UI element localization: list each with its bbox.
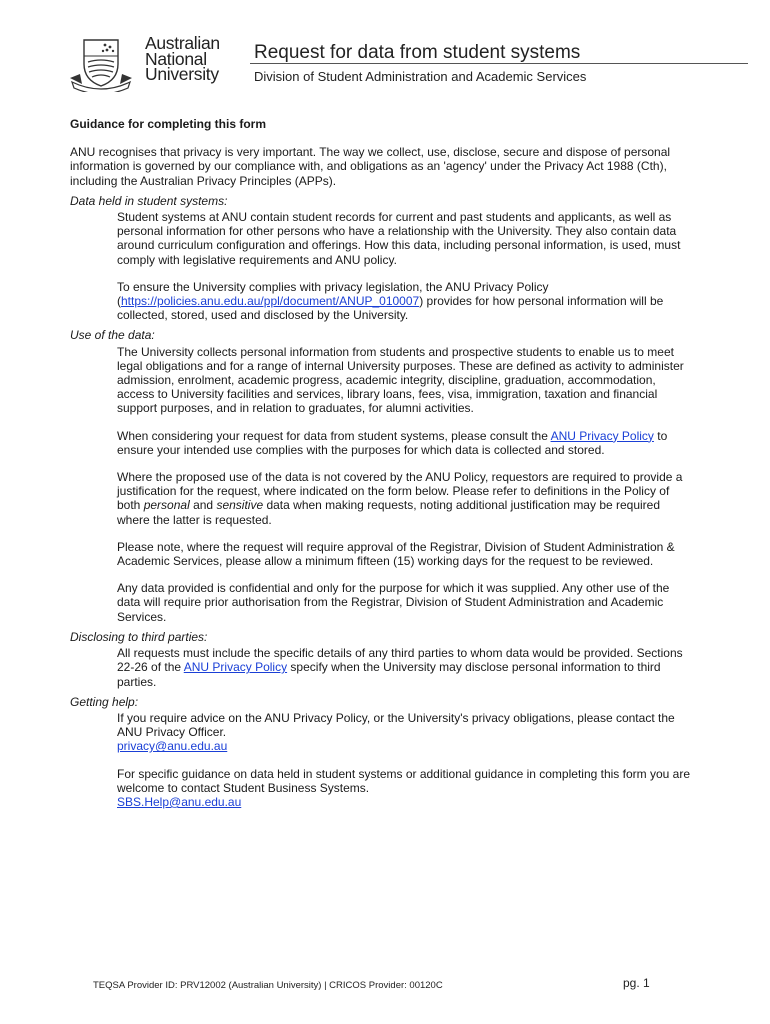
intro-paragraph: ANU recognises that privacy is very important. The way we collect, use, disclose, secure and dispose of personal information is governed by our compliance with, and obligations as an 'agency' under the Privacy Act 1988 (Cth), including the Australian Privacy Principles (APPs). bbox=[70, 145, 671, 188]
text-fragment: When considering your request for data from student systems, please consult the bbox=[117, 428, 551, 443]
text-fragment: specify when the University may disclose personal information to third parties. bbox=[117, 660, 661, 689]
text-fragment: For specific guidance on data held in student systems or additional guidance in completing this form you are welcome to contact Student Business Systems. bbox=[117, 766, 690, 795]
document-subtitle: Division of Student Administration and Academic Services bbox=[254, 69, 587, 84]
text-fragment: ) provides for how personal information will be collected, stored, used and disclosed by the University. bbox=[117, 294, 664, 323]
anu-privacy-policy-link[interactable]: ANU Privacy Policy bbox=[183, 660, 288, 675]
section-heading-data-held: Data held in student systems: bbox=[70, 193, 228, 208]
use-paragraph-5: Any data provided is confidential and only for the purpose for which it was supplied. Any other use of the data will require prior authorisation from the Registrar, Division of Student Administration and Academic Services. bbox=[117, 581, 670, 624]
sbs-help-email-link[interactable]: SBS.Help@anu.edu.au bbox=[117, 794, 242, 809]
use-paragraph-3 bbox=[117, 470, 690, 527]
section-heading-help: Getting help: bbox=[70, 694, 139, 709]
text-fragment: To ensure the University complies with privacy legislation, the ANU Privacy Policy ( bbox=[117, 279, 549, 309]
text-fragment: All requests must include the specific details of any third parties to whom data would be provided. Sections 22-26 of the bbox=[117, 646, 683, 675]
anu-logo bbox=[68, 33, 228, 92]
page-number: pg. 1 bbox=[623, 976, 650, 990]
use-paragraph-2 bbox=[117, 429, 690, 457]
guidance-heading: Guidance for completing this form bbox=[70, 117, 267, 131]
text-fragment: If you require advice on the ANU Privacy Policy, or the University's privacy obligations, please contact the ANU Privacy Officer. bbox=[117, 710, 675, 740]
section-data-held bbox=[117, 210, 690, 322]
section-help bbox=[117, 711, 690, 809]
disclosing-paragraph bbox=[117, 646, 690, 689]
text-fragment: Where the proposed use of the data is not covered by the ANU Policy, requestors are required to provide a justification for the request, where indicated on the form below. Please refer to definitions in the Policy of both bbox=[117, 470, 683, 513]
emphasis-personal: personal bbox=[143, 498, 190, 513]
section-heading-use: Use of the data: bbox=[70, 328, 155, 343]
use-paragraph-1: The University collects personal information from students and prospective students to enable us to meet legal obligations and for a range of internal University purposes. These are defined as activity to administer admission, enrolment, academic progress, academic integrity, discipline, graduation, accommodation, access to University facilities and services, library loans, fees, visa, immigration, taxation and financial support purposes, and in relation to graduates, for alumni activities. bbox=[117, 344, 684, 416]
use-paragraph-4: Please note, where the request will require approval of the Registrar, Division of Student Administration & Academic Services, please allow a minimum fifteen (15) working days for the request to be reviewed. bbox=[117, 539, 675, 569]
text-fragment: and bbox=[189, 498, 217, 513]
anu-crest-icon bbox=[68, 38, 134, 92]
privacy-email-link[interactable]: privacy@anu.edu.au bbox=[117, 739, 228, 754]
anu-privacy-policy-link[interactable]: ANU Privacy Policy bbox=[550, 428, 654, 443]
help-paragraph-1 bbox=[117, 711, 690, 754]
privacy-policy-url-link[interactable]: https://policies.anu.edu.au/ppl/document/ANUP_010007 bbox=[121, 294, 420, 309]
section-use bbox=[117, 345, 690, 624]
logo-text-line-2: National bbox=[145, 48, 207, 69]
logo-text-line-1: Australian bbox=[145, 33, 220, 53]
help-paragraph-2 bbox=[117, 767, 690, 810]
section-disclosing bbox=[117, 646, 690, 689]
text-fragment: to ensure your intended use complies with the purposes for which data is collected and stored. bbox=[117, 428, 668, 457]
footer-provider-info: TEQSA Provider ID: PRV12002 (Australian University) | CRICOS Provider: 00120C bbox=[93, 980, 443, 991]
guidance-content bbox=[70, 117, 690, 815]
document-title: Request for data from student systems bbox=[254, 42, 581, 63]
data-held-paragraph-2 bbox=[117, 280, 690, 323]
section-heading-disclosing: Disclosing to third parties: bbox=[70, 629, 208, 644]
logo-text-line-3: University bbox=[145, 64, 219, 84]
title-divider bbox=[250, 63, 748, 64]
text-fragment: data when making requests, noting additional justification may be required where the latter is requested. bbox=[117, 498, 661, 527]
emphasis-sensitive: sensitive bbox=[216, 498, 264, 513]
data-held-paragraph-1: Student systems at ANU contain student records for current and past students and applicants, as well as personal information for other persons who have a relationship with the University. They also contain data around curriculum configuration and offerings. How this data, including personal information, is used, must comply with legislative requirements and ANU policy. bbox=[117, 210, 681, 267]
